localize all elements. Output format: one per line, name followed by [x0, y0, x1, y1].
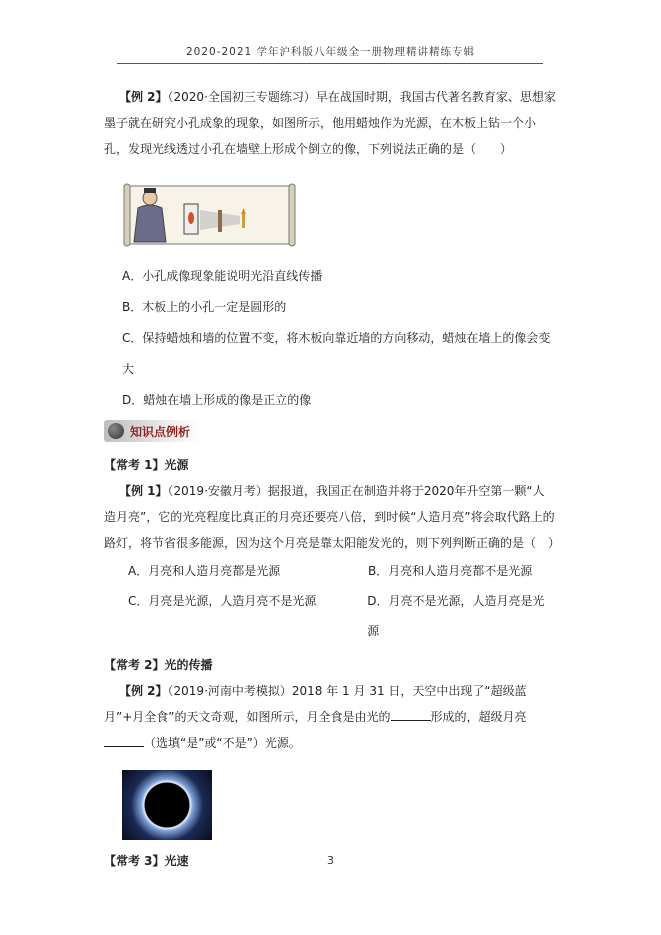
- example-tag: 【例 2】: [119, 684, 168, 698]
- example-tag: 【例 1】: [119, 484, 168, 498]
- example-tag: 【例 2】: [119, 90, 168, 104]
- section1-title: 【常考 1】光源: [104, 458, 189, 472]
- section1-question: [104, 478, 561, 556]
- banner-label: 知识点例析: [130, 424, 191, 439]
- example-text: （2019·安徽月考）据报道，我国正在制造并将于2020年升空第一颗“人造月亮”，它的光亮程度比真正的月亮还要亮八倍，到时候“人造月亮”将会取代路上的路灯，将节省很多能源，因为这个月亮是靠太阳能发光的，则下列判断正确的是（ ）: [104, 484, 561, 550]
- header-divider: [117, 63, 543, 64]
- option-a: A．小孔成像现象能说明光沿直线传播: [122, 269, 323, 283]
- option-d: D．蜡烛在墙上形成的像是正立的像: [122, 393, 312, 407]
- page-header: 2020-2021 学年沪科版八年级全一册物理精讲精练专辑: [185, 46, 476, 58]
- page-number: 3: [327, 854, 334, 867]
- answer-blank-1[interactable]: [391, 709, 431, 721]
- example-text-part-a: （2019·河南中考模拟）2018 年 1 月 31 日，天空中出现了“超级蓝月”+月全食”的天文奇观，如图所示，月全食是由光的: [104, 684, 527, 724]
- knowledge-banner: [104, 420, 200, 442]
- option-c: C．保持蜡烛和墙的位置不变，将木板向靠近墙的方向移动，蜡烛在墙上的像会变大: [122, 331, 551, 376]
- section3-title: 【常考 3】光速: [104, 854, 189, 868]
- mozi-pinhole-illustration: [122, 180, 297, 250]
- pen-icon: [108, 423, 124, 439]
- example2-question: [104, 84, 556, 162]
- option-b: B．木板上的小孔一定是圆形的: [122, 300, 287, 314]
- example-text-part-b: 形成的，超级月亮: [430, 710, 527, 724]
- section1-options-row1: [104, 556, 556, 586]
- lunar-eclipse-photo: [122, 770, 212, 840]
- example-text: （2020·全国初三专题练习）早在战国时期，我国古代著名教育家、思想家墨子就在研究小孔成象的现象，如图所示，他用蜡烛作为光源，在木板上钻一个小孔，发现光线透过小孔在墙壁上形成个倒立的像，下列说法正确的是（ ）: [104, 90, 556, 156]
- section2-question: [104, 678, 556, 756]
- example-text-part-c: （选填“是”或“不是”）光源。: [144, 736, 301, 750]
- option-c: C．月亮是光源，人造月亮不是光源: [128, 594, 317, 608]
- option-a: A．月亮和人造月亮都是光源: [128, 564, 281, 578]
- page-content: [104, 84, 561, 874]
- option-b: B．月亮和人造月亮都不是光源: [368, 564, 533, 578]
- section2-title: 【常考 2】光的传播: [104, 658, 213, 672]
- option-d: D．月亮不是光源，人造月亮是光源: [367, 594, 545, 638]
- answer-blank-2[interactable]: [104, 735, 144, 747]
- section1-options-row2: [104, 586, 556, 646]
